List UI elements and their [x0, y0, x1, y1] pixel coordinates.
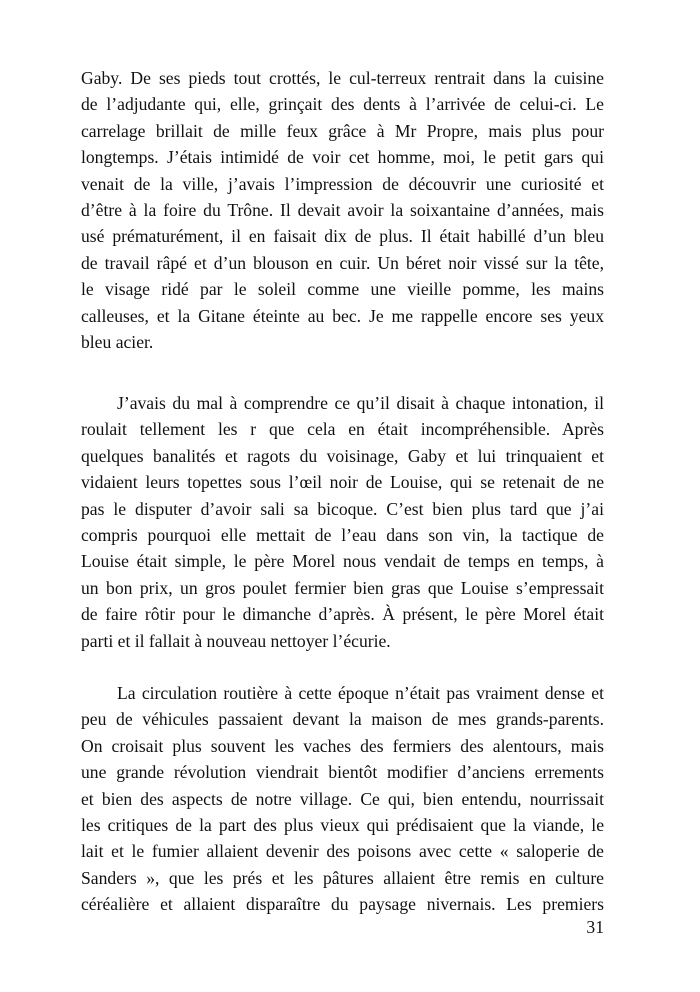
text-line: céréalière et allaient disparaître du paysage nivernais. Les premiers [81, 894, 604, 915]
text-line: et bien des aspects de notre village. Ce qui, bien entendu, nourrissait [81, 788, 604, 809]
text-line: venait de la ville, j’avais l’impression de découvrir une curiosité et [81, 173, 604, 194]
text-line: parti et il fallait à nouveau nettoyer l’écurie. [81, 630, 391, 651]
text-line: Sanders », que les prés et les pâtures allaient être remis en culture [81, 867, 604, 888]
text-line: peu de véhicules passaient devant la maison de mes grands-parents. [81, 709, 604, 730]
page-number: 31 [586, 917, 604, 937]
text-line: le visage ridé par le soleil comme une vieille pomme, les mains [81, 279, 604, 300]
text-line: J’avais du mal à comprendre ce qu’il disait à chaque intonation, il [117, 393, 604, 413]
text-line: pas le disputer d’avoir sali sa bicoque. C’est bien plus tard que j’ai [81, 498, 604, 519]
text-line: Louise était simple, le père Morel nous vendait de temps en temps, à [81, 551, 604, 572]
text-line: usé prématurément, il en faisait dix de plus. Il était habillé d’un bleu [81, 226, 604, 247]
text-line: carrelage brillait de mille feux grâce à Mr Propre, mais plus pour [81, 120, 604, 141]
text-line: bleu acier. [81, 331, 154, 352]
text-line: La circulation routière à cette époque n’était pas vraiment dense et [117, 683, 604, 703]
text-line: vidaient leurs topettes sous l’œil noir de Louise, qui se retenait de ne [81, 472, 604, 493]
paragraph-1 [81, 65, 604, 355]
paragraph-3 [81, 680, 604, 918]
text-line: une grande révolution viendrait bientôt modifier d’anciens errements [81, 762, 604, 783]
text-line: calleuses, et la Gitane éteinte au bec. Je me rappelle encore ses yeux [81, 305, 604, 326]
text-line: quelques banalités et ragots du voisinage, Gaby et lui trinquaient et [81, 445, 604, 466]
text-line: lait et le fumier allaient devenir des poisons avec cette « saloperie de [81, 841, 604, 862]
text-line: Gaby. De ses pieds tout crottés, le cul-terreux rentrait dans la cuisine [81, 68, 604, 88]
text-line: compris pourquoi elle mettait de l’eau dans son vin, la tactique de [81, 524, 604, 545]
text-line: d’être à la foire du Trône. Il devait avoir la soixantaine d’années, mais [81, 199, 604, 220]
text-line: les critiques de la part des plus vieux qui prédisaient que la viande, le [81, 814, 604, 835]
text-line: longtemps. J’étais intimidé de voir cet homme, moi, le petit gars qui [81, 147, 604, 168]
paragraph-2 [81, 390, 604, 654]
text-line: un bon prix, un gros poulet fermier bien gras que Louise s’empressait [81, 577, 604, 598]
text-line: de l’adjudante qui, elle, grinçait des dents à l’arrivée de celui-ci. Le [81, 94, 604, 115]
text-line: roulait tellement les r que cela en était incompréhensible. Après [81, 419, 604, 440]
text-line: de faire rôtir pour le dimanche d’après. À présent, le père Morel était [81, 604, 604, 625]
text-line: On croisait plus souvent les vaches des fermiers des alentours, mais [81, 735, 604, 756]
text-line: de travail râpé et d’un blouson en cuir. Un béret noir vissé sur la tête, [81, 252, 604, 273]
